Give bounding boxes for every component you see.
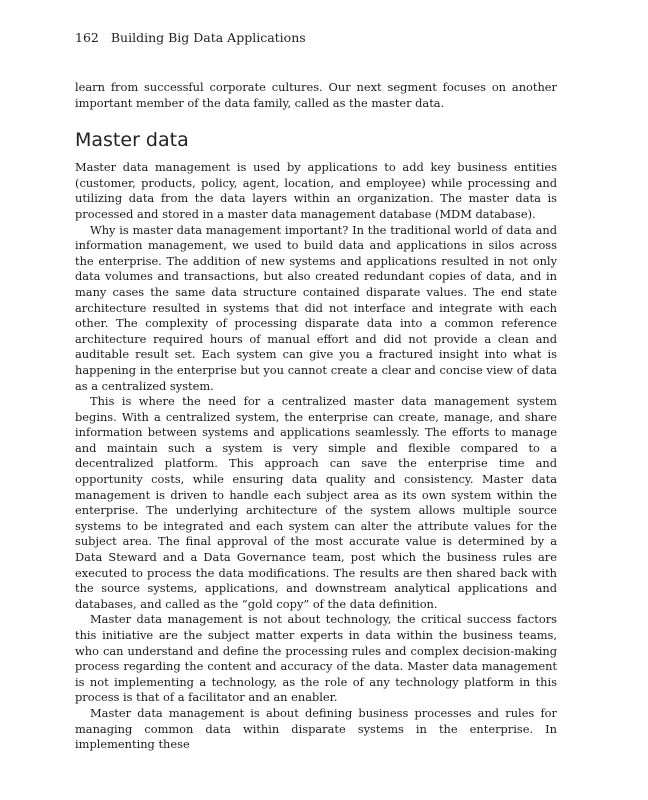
running-header	[75, 30, 306, 45]
body-paragraph: This is where the need for a centralized master data management system begins. With a centralized system, the enterprise can create, manage, and share information between systems and applications seamlessly. The efforts to manage and maintain such a system is very simple and flexible compared to a decentralized platform. This approach can save the enterprise time and opportunity costs, while ensuring data quality and consistency. Master data management is driven to handle each subject area as its own system within the enterprise. The underlying architecture of the system allows multiple source systems to be integrated and each system can alter the attribute values for the subject area. The final approval of the most accurate value is determined by a Data Steward and a Data Governance team, post which the business rules are executed to process the data modifications. The results are then shared back with the source systems, applications, and downstream analytical applications and databases, and called as the “gold copy” of the data definition.	[75, 394, 557, 611]
intro-paragraph: learn from successful corporate cultures. Our next segment focuses on another important member of the data family, called as the master data.	[75, 80, 557, 110]
body-paragraph: Why is master data management important? In the traditional world of data and information management, we used to build data and applications in silos across the enterprise. The addition of new systems and applications resulted in not only data volumes and transactions, but also created redundant copies of data, and in many cases the same data structure contained disparate values. The end state architecture resulted in systems that did not interface and integrate with each other. The complexity of processing disparate data into a common reference architecture required hours of manual effort and did not provide a clean and auditable result set. Each system can give you a fractured insight into what is happening in the enterprise but you cannot create a clear and concise view of data as a centralized system.	[75, 222, 557, 393]
body-paragraph: Master data management is about defining business processes and rules for managing common data within disparate systems in the enterprise. In implementing these	[75, 705, 557, 752]
book-title: Building Big Data Applications	[110, 30, 306, 45]
body-paragraph: Master data management is used by applications to add key business entities (customer, products, policy, agent, location, and employee) while processing and utilizing data from the data layers within an organization. The master data is processed and stored in a master data management database (MDM database).	[75, 160, 557, 221]
body-paragraph: Master data management is not about technology, the critical success factors this initiative are the subject matter experts in data within the business teams, who can understand and define the processing rules and complex decision-making process regarding the content and accuracy of the data. Master data management is not implementing a technology, as the role of any technology platform in this process is that of a facilitator and an enabler.	[75, 612, 557, 705]
section-heading: Master data	[75, 129, 189, 152]
page-number: 162	[75, 30, 99, 45]
page-body	[75, 80, 557, 753]
